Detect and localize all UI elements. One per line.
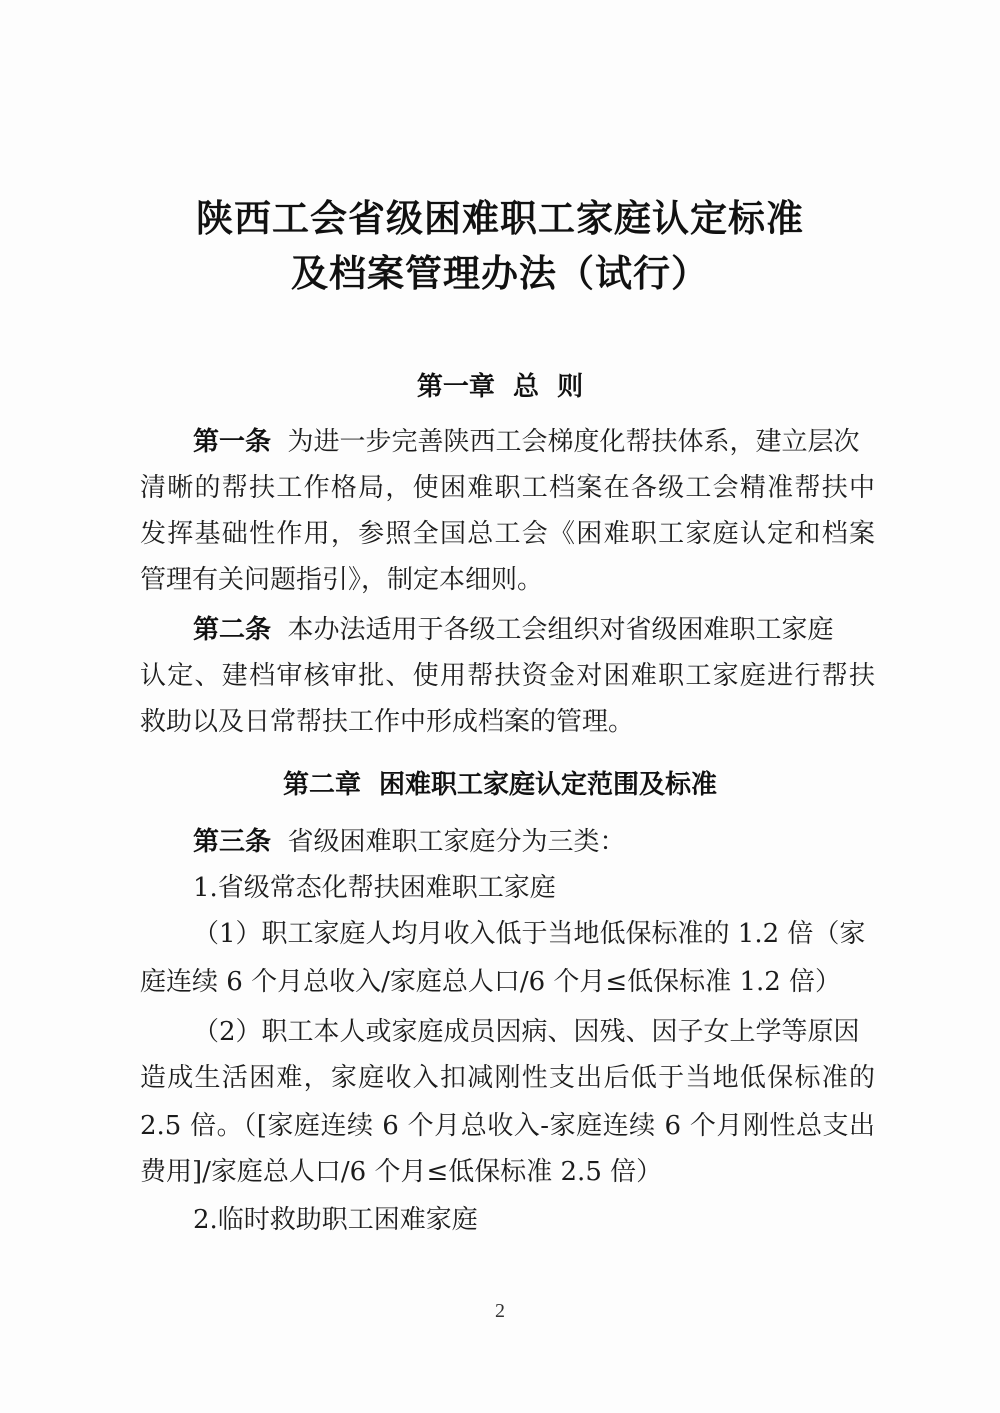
item-1-sub-1-line: （1）职工家庭人均月收入低于当地低保标准的 1.2 倍（家 <box>193 919 866 949</box>
article-1-line: 清晰的帮扶工作格局，使困难职工档案在各级工会精准帮扶中 <box>140 473 875 503</box>
document-title-line-2: 及档案管理办法（试行） <box>291 252 709 295</box>
article-3-text: 省级困难职工家庭分为三类： <box>287 827 626 857</box>
item-1-sub-1-line: 庭连续 6 个月总收入/家庭总人口/6 个月≤低保标准 1.2 倍） <box>140 967 842 997</box>
article-1-line: 发挥基础性作用，参照全国总工会《困难职工家庭认定和档案 <box>140 519 875 549</box>
article-2-text: 本办法适用于各级工会组织对省级困难职工家庭 <box>287 615 834 645</box>
chapter-1-heading: 第一章 总 则 <box>416 372 584 402</box>
item-2-title: 2.临时救助职工困难家庭 <box>193 1205 478 1235</box>
article-1-first-line <box>193 422 875 462</box>
item-1-sub-2-line: （2）职工本人或家庭成员因病、因残、因子女上学等原因 <box>193 1017 860 1047</box>
page-number: 2 <box>495 1300 505 1322</box>
article-1-text: 为进一步完善陕西工会梯度化帮扶体系，建立层次 <box>287 427 860 457</box>
article-3-line <box>193 822 875 862</box>
article-2-line: 认定、建档审核审批、使用帮扶资金对困难职工家庭进行帮扶 <box>140 661 875 691</box>
item-1-title: 1.省级常态化帮扶困难职工家庭 <box>193 873 556 903</box>
item-1-sub-2-line: 2.5 倍。（[家庭连续 6 个月总收入-家庭连续 6 个月刚性总支出 <box>140 1111 875 1141</box>
article-2-line: 救助以及日常帮扶工作中形成档案的管理。 <box>140 707 635 737</box>
document-title-line-1: 陕西工会省级困难职工家庭认定标准 <box>196 197 804 240</box>
article-1-line: 管理有关问题指引》，制定本细则。 <box>140 565 544 595</box>
article-1-label: 第一条 <box>193 427 272 457</box>
article-2-first-line <box>193 610 875 650</box>
item-1-sub-2-line: 费用]/家庭总人口/6 个月≤低保标准 2.5 倍） <box>140 1157 663 1187</box>
article-2-label: 第二条 <box>193 615 272 645</box>
chapter-2-heading: 第二章 困难职工家庭认定范围及标准 <box>282 770 718 800</box>
item-1-sub-2-line: 造成生活困难，家庭收入扣减刚性支出后低于当地低保标准的 <box>140 1063 875 1093</box>
article-3-label: 第三条 <box>193 827 272 857</box>
